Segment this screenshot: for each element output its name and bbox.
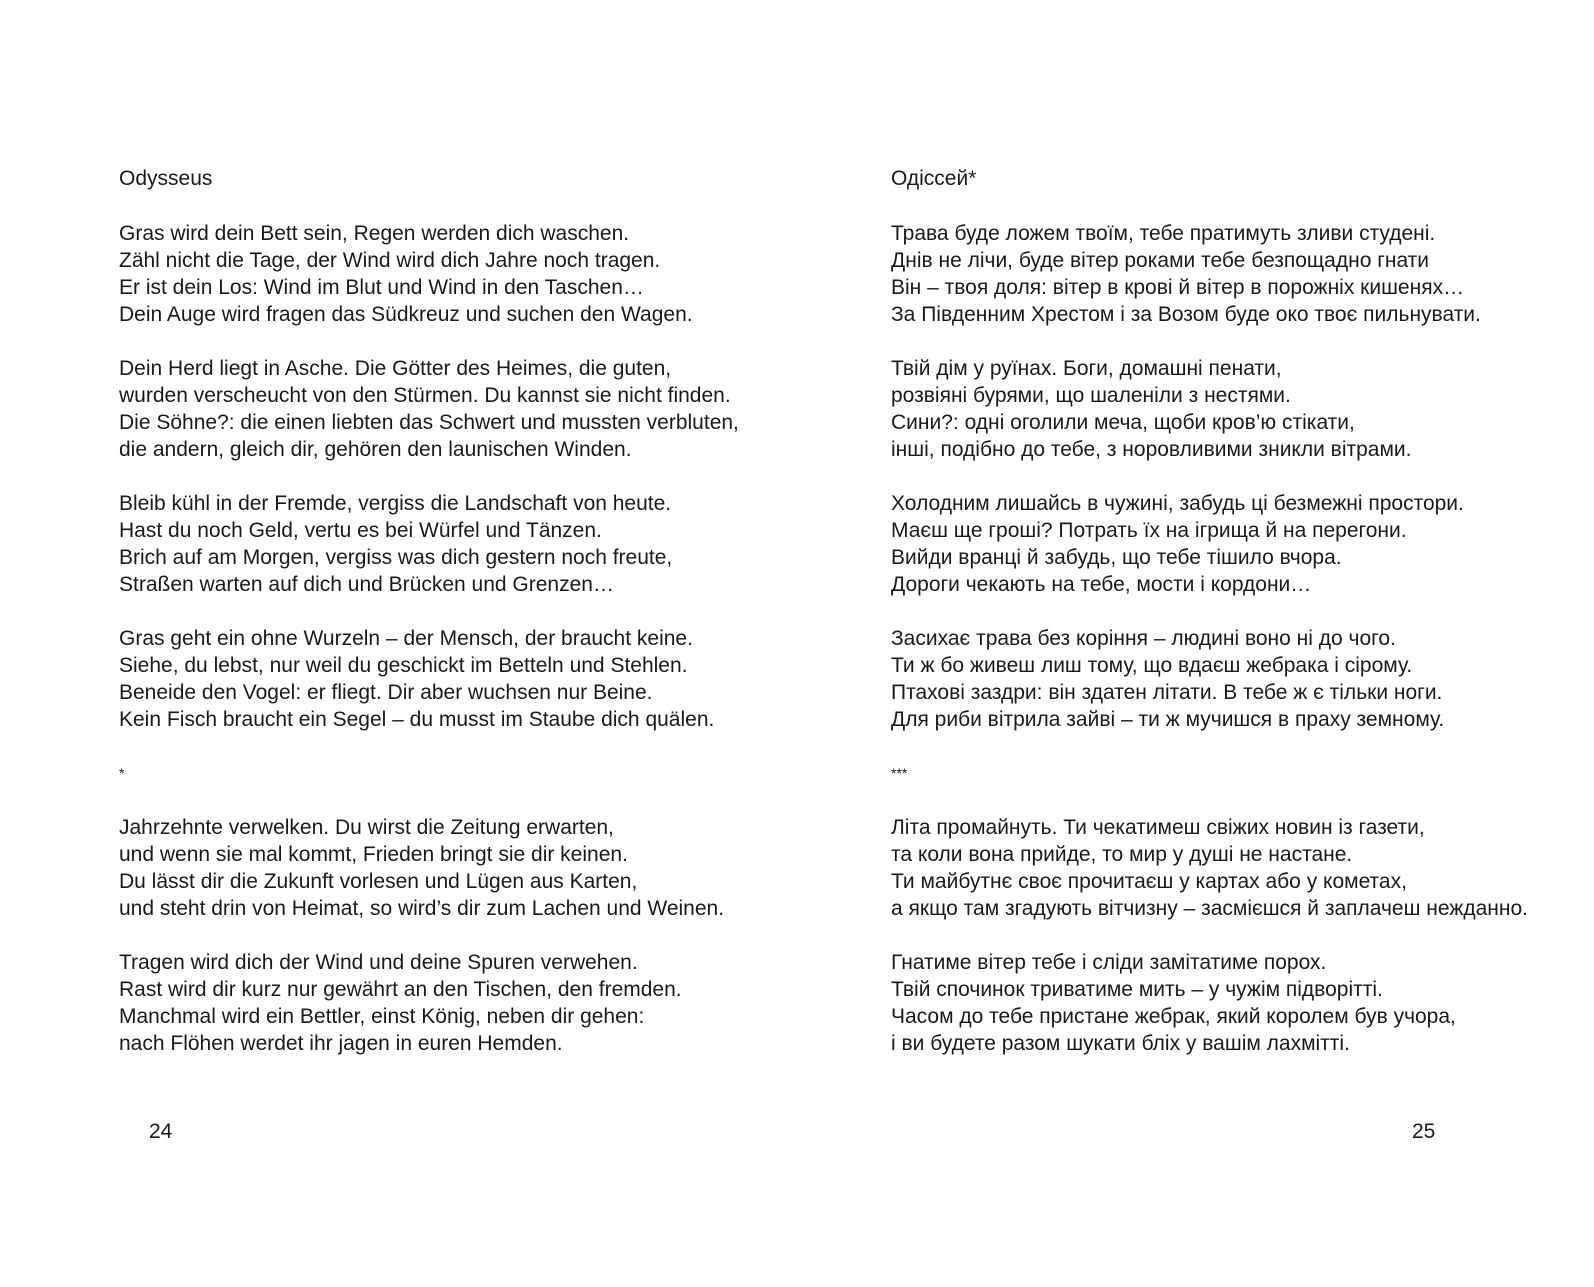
stanza [119, 220, 739, 328]
poem-line: Die Söhne?: die einen liebten das Schwert und mussten verbluten, [119, 411, 739, 434]
stanza [119, 814, 739, 922]
stanza [891, 490, 1528, 598]
poem-title: Одіссей* [891, 167, 977, 190]
section-separator: * [119, 765, 125, 781]
stanza [891, 625, 1528, 733]
poem-line: Jahrzehnte verwelken. Du wirst die Zeitung erwarten, [119, 816, 614, 839]
page-number: 24 [149, 1120, 173, 1143]
poem-line: а якщо там згадують вітчизну – засмієшся й заплачеш нежданно. [891, 897, 1529, 920]
poem-line: Kein Fisch braucht ein Segel – du musst im Staube dich quälen. [119, 708, 715, 731]
poem-line: Твій дім у руїнах. Боги, домашні пенати, [891, 357, 1282, 380]
poem-line: Засихає трава без коріння – людині воно ні до чого. [891, 627, 1396, 650]
poem-line: Для риби вітрила зайві – ти ж мучишся в праху земному. [891, 708, 1445, 731]
poem-line: Птахові заздри: він здатен літати. В тебе ж є тільки ноги. [891, 681, 1443, 704]
poem-line: Маєш ще гроші? Потрать їх на ігрища й на перегони. [891, 519, 1407, 542]
poem-line: Dein Auge wird fragen das Südkreuz und suchen den Wagen. [119, 303, 693, 326]
poem-line: Трава буде ложем твоїм, тебе пратимуть зливи студені. [891, 222, 1436, 245]
stanza [891, 220, 1528, 328]
stanza [119, 949, 739, 1057]
poem-line: Днів не лічи, буде вітер роками тебе безпощадно гнати [891, 249, 1430, 272]
poem-line: Холодним лишайсь в чужині, забудь ці безмежні простори. [891, 492, 1464, 515]
right-page [797, 0, 1594, 1287]
poem-line: розвіяні бурями, що шаленіли з нестями. [891, 384, 1291, 407]
poem-line: і ви будете разом шукати бліх у вашім лахмітті. [891, 1032, 1350, 1055]
poem-line: Вийди вранці й забудь, що тебе тішило вчора. [891, 546, 1342, 569]
poem-line: Dein Herd liegt in Asche. Die Götter des Heimes, die guten, [119, 357, 672, 380]
poem-line: інші, подібно до тебе, з норовливими зникли вітрами. [891, 438, 1412, 461]
poem-line: Tragen wird dich der Wind und deine Spuren verwehen. [119, 951, 638, 974]
poem-line: Твій спочинок триватиме мить – у чужім підворітті. [891, 978, 1383, 1001]
poem-line: Gras geht ein ohne Wurzeln – der Mensch, der braucht keine. [119, 627, 693, 650]
poem-line: Rast wird dir kurz nur gewährt an den Tischen, den fremden. [119, 978, 682, 1001]
poem-line: Zähl nicht die Tage, der Wind wird dich Jahre noch tragen. [119, 249, 661, 272]
poem-title: Odysseus [119, 167, 213, 190]
stanza [119, 490, 739, 598]
section-separator: *** [891, 765, 908, 781]
stanza [891, 355, 1528, 463]
poem-line: Brich auf am Morgen, vergiss was dich gestern noch freute, [119, 546, 673, 569]
poem-line: und steht drin von Heimat, so wird’s dir zum Lachen und Weinen. [119, 897, 725, 920]
poem-line: Гнатиме вітер тебе і сліди замітатиме порох. [891, 951, 1327, 974]
poem-line: Він – твоя доля: вітер в крові й вітер в порожніх кишенях… [891, 276, 1465, 299]
poem-line: die andern, gleich dir, gehören den launischen Winden. [119, 438, 632, 461]
poem-line: Ти ж бо живеш лиш тому, що вдаєш жебрака і сірому. [891, 654, 1413, 677]
stanza [891, 814, 1528, 922]
poem-line: nach Flöhen werdet ihr jagen in euren Hemden. [119, 1032, 563, 1055]
stanza [119, 625, 739, 733]
poem-line: Hast du noch Geld, vertu es bei Würfel und Tänzen. [119, 519, 602, 542]
poem-german [119, 165, 739, 1084]
poem-line: Літа промайнуть. Ти чекатимеш свіжих новин із газети, [891, 816, 1425, 839]
poem-line: wurden verscheucht von den Stürmen. Du kannst sie nicht finden. [119, 384, 731, 407]
poem-line: Bleib kühl in der Fremde, vergiss die Landschaft von heute. [119, 492, 672, 515]
poem-line: Manchmal wird ein Bettler, einst König, neben dir gehen: [119, 1005, 645, 1028]
stanza [891, 949, 1528, 1057]
poem-line: Дороги чекають на тебе, мости і кордони… [891, 573, 1312, 596]
poem-line: Сини?: одні оголили меча, щоби кров’ю стікати, [891, 411, 1355, 434]
page-number: 25 [1412, 1120, 1436, 1143]
poem-line: Siehe, du lebst, nur weil du geschickt im Betteln und Stehlen. [119, 654, 688, 677]
poem-line: Straßen warten auf dich und Brücken und Grenzen… [119, 573, 614, 596]
poem-line: Du lässt dir die Zukunft vorlesen und Lügen aus Karten, [119, 870, 638, 893]
poem-line: und wenn sie mal kommt, Frieden bringt sie dir keinen. [119, 843, 628, 866]
poem-line: Er ist dein Los: Wind im Blut und Wind in den Taschen… [119, 276, 644, 299]
poem-line: Beneide den Vogel: er fliegt. Dir aber wuchsen nur Beine. [119, 681, 653, 704]
stanza [119, 355, 739, 463]
poem-line: Gras wird dein Bett sein, Regen werden dich waschen. [119, 222, 630, 245]
poem-line: та коли вона прийде, то мир у душі не настане. [891, 843, 1353, 866]
poem-ukrainian [891, 165, 1528, 1084]
poem-line: Часом до тебе пристане жебрак, який королем був учора, [891, 1005, 1456, 1028]
poem-line: За Південним Хрестом і за Возом буде око твоє пильнувати. [891, 303, 1481, 326]
poem-line: Ти майбутнє своє прочитаєш у картах або у кометах, [891, 870, 1407, 893]
